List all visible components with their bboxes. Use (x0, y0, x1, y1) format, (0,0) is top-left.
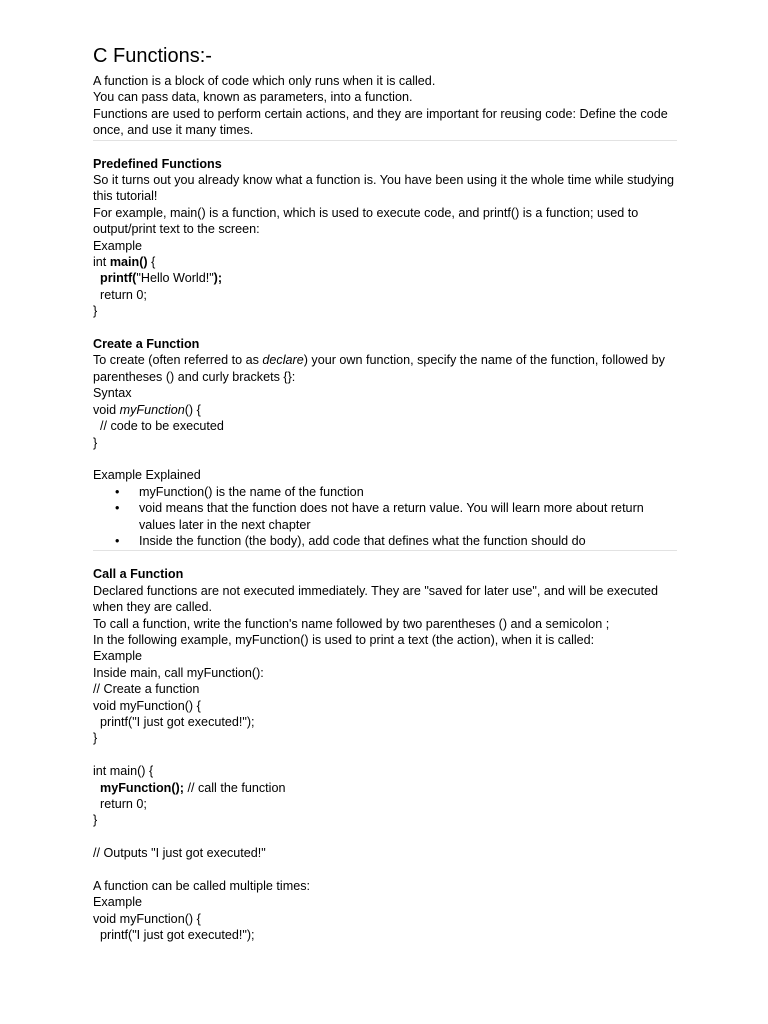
intro-line-3: Functions are used to perform certain actions, and they are important for reusing code: Define the code once, and use it many times. (93, 106, 668, 138)
call-paragraph-3: In the following example, myFunction() is used to print a text (the action), when it is called: (93, 632, 595, 647)
list-item-text: Inside the function (the body), add code that defines what the function should do (139, 533, 586, 548)
spacer (93, 141, 677, 156)
bullet-icon: • (115, 501, 120, 516)
example-explained-label: Example Explained (93, 468, 201, 483)
example-label: Example (93, 895, 142, 910)
create-paragraph-1 (93, 352, 677, 385)
section-heading-predefined: Predefined Functions (93, 156, 222, 171)
code-emphasis: myFunction (119, 402, 185, 417)
list-item (93, 500, 677, 533)
code-line: int main() { (93, 764, 154, 779)
code-line: void myFunction() { (93, 911, 201, 926)
intro-line-1: A function is a block of code which only runs when it is called. (93, 74, 436, 88)
code-line (93, 402, 677, 418)
code-line (93, 270, 677, 286)
example-label: Example (93, 238, 142, 253)
code-text: void (93, 402, 120, 417)
code-line: } (93, 731, 98, 746)
call-paragraph-1: Declared functions are not executed immediately. They are "saved for later use", and will be executed when they are called. (93, 583, 659, 615)
code-keyword: printf( (100, 271, 137, 286)
code-text: { (147, 255, 156, 270)
list-item-text: void means that the function does not have a return value. You will learn more about return values later in the next chapter (139, 501, 644, 532)
document-content (93, 44, 677, 944)
multiple-calls-label: A function can be called multiple times: (93, 879, 311, 894)
code-keyword: myFunction(); (100, 780, 184, 795)
code-line: // Create a function (93, 682, 200, 697)
bullet-list (93, 484, 677, 550)
section-heading-create: Create a Function (93, 337, 200, 352)
code-line: // code to be executed (93, 419, 224, 434)
syntax-label: Syntax (93, 386, 132, 401)
code-line: // Outputs "I just got executed!" (93, 846, 266, 861)
code-keyword: ); (213, 271, 223, 286)
code-keyword: main() (109, 255, 148, 270)
code-line: } (93, 435, 98, 450)
code-text: int (93, 255, 110, 270)
code-line: void myFunction() { (93, 698, 201, 713)
spacer (93, 862, 677, 878)
code-text: () { (184, 402, 201, 417)
intro-line-2: You can pass data, known as parameters, into a function. (93, 90, 413, 105)
code-line: printf("I just got executed!"); (93, 715, 255, 729)
spacer (93, 451, 677, 467)
text-emphasis: declare (262, 353, 304, 368)
code-line: } (93, 813, 98, 828)
spacer (93, 320, 677, 336)
code-line: } (93, 304, 98, 319)
bullet-icon: • (115, 484, 120, 499)
inside-main-label: Inside main, call myFunction(): (93, 665, 264, 680)
example-label: Example (93, 649, 142, 664)
spacer (93, 551, 677, 566)
page-title: C Functions:- (93, 45, 212, 67)
code-line (93, 780, 677, 796)
text-run: ) your own function, specify the name of the function, followed by parentheses () and curly brackets {}: (93, 353, 665, 384)
predefined-paragraph-1: So it turns out you already know what a function is. You have been using it the whole time while studying this tutorial! (93, 173, 675, 204)
code-text: "Hello World!" (136, 271, 214, 286)
list-item (93, 533, 677, 549)
section-heading-call: Call a Function (93, 567, 184, 582)
spacer (93, 829, 677, 845)
bullet-icon: • (115, 533, 120, 548)
predefined-paragraph-2: For example, main() is a function, which is used to execute code, and printf() is a function; used to output/print text to the screen: (93, 205, 639, 237)
code-line: return 0; (93, 287, 147, 302)
code-text: // call the function (183, 780, 286, 795)
list-item (93, 484, 677, 500)
spacer (93, 747, 677, 763)
list-item-text: myFunction() is the name of the function (139, 484, 364, 499)
text-run: To create (often referred to as (93, 353, 263, 368)
call-paragraph-2: To call a function, write the function's name followed by two parentheses () and a semicolon ; (93, 616, 610, 631)
code-line: return 0; (93, 797, 147, 812)
code-line (93, 254, 677, 270)
code-line: printf("I just got executed!"); (93, 928, 255, 943)
